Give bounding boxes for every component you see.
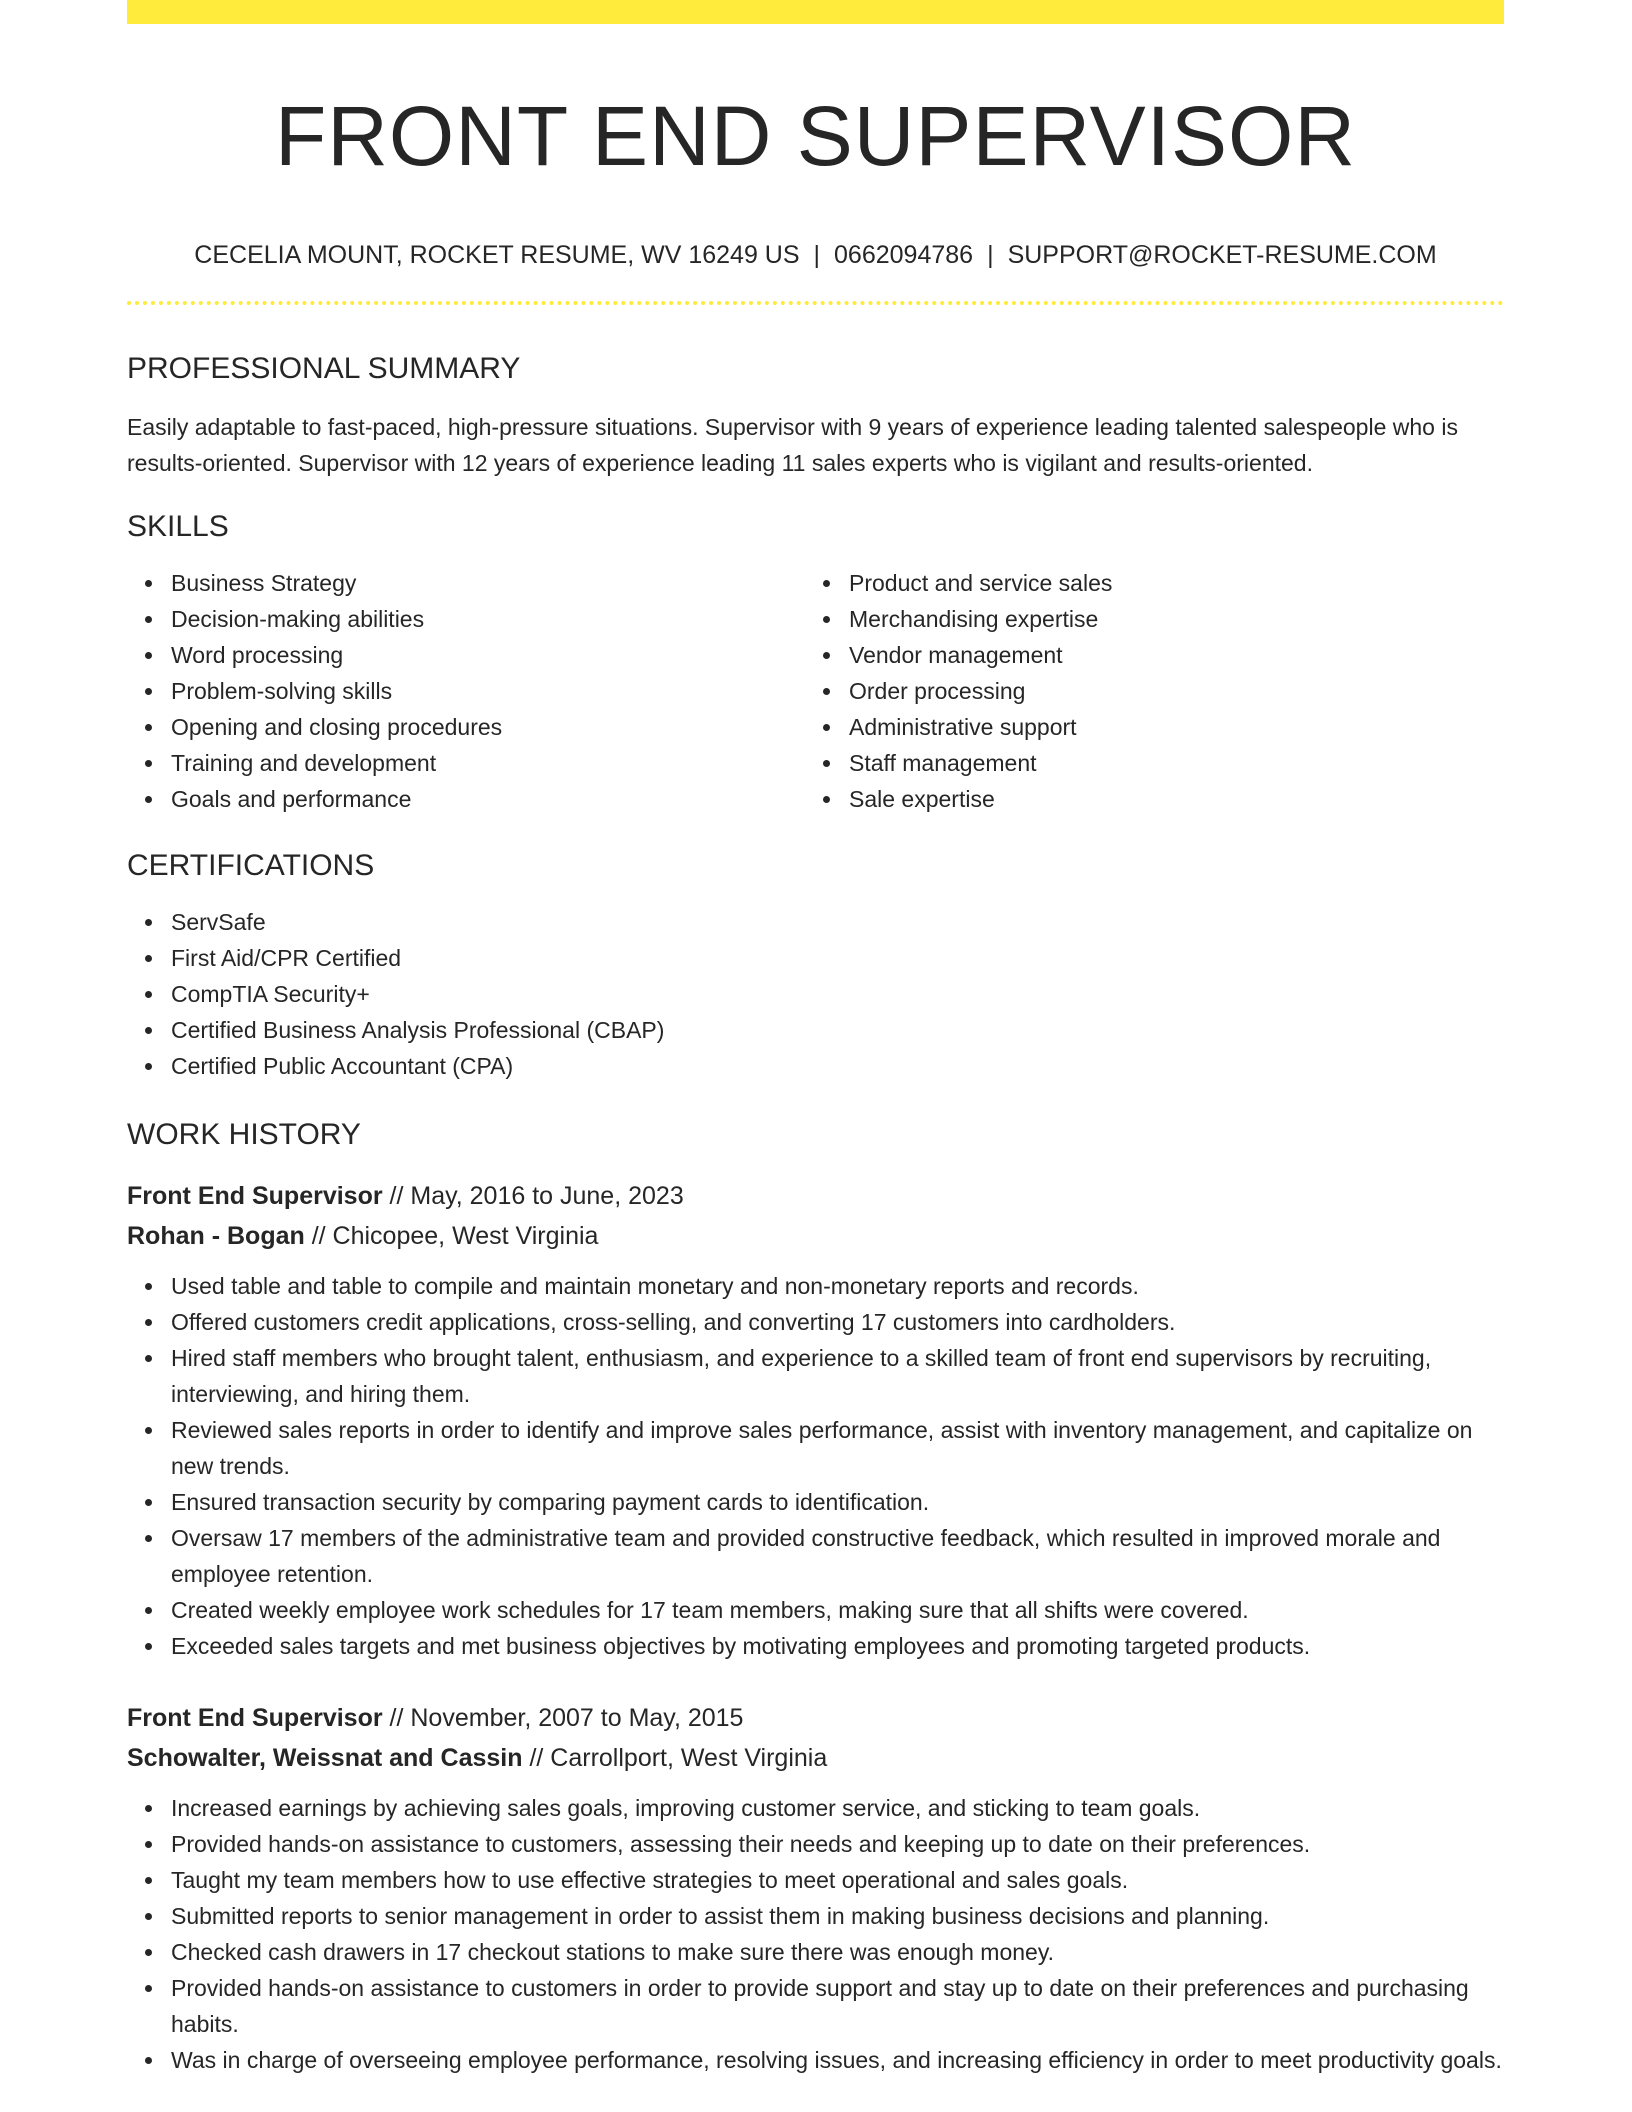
skill-item: Decision-making abilities [171, 601, 805, 637]
skill-item: Administrative support [849, 709, 1483, 745]
job-duty: Provided hands-on assistance to customers, assessing their needs and keeping up to date on their preferences. [171, 1826, 1504, 1862]
job-duty: Oversaw 17 members of the administrative team and provided constructive feedback, which resulted in improved morale and employee retention. [171, 1520, 1504, 1592]
certifications-list [127, 904, 1504, 1084]
resume-title: FRONT END SUPERVISOR [274, 89, 1357, 183]
certification-item: ServSafe [171, 904, 1504, 940]
skills-columns [127, 565, 1504, 817]
contact-email: SUPPORT@ROCKET-RESUME.COM [1007, 240, 1437, 269]
accent-top-bar [127, 0, 1504, 24]
certification-item: Certified Public Accountant (CPA) [171, 1048, 1504, 1084]
job-company: Rohan - Bogan [127, 1222, 305, 1251]
job-duties-list [127, 1790, 1504, 2078]
job-duty: Exceeded sales targets and met business objectives by motivating employees and promoting targeted products. [171, 1628, 1504, 1664]
job-duty: Increased earnings by achieving sales goals, improving customer service, and sticking to team goals. [171, 1790, 1504, 1826]
job-location: // Chicopee, West Virginia [304, 1222, 599, 1251]
job-title: Front End Supervisor [127, 1182, 383, 1211]
job-duty: Submitted reports to senior management in order to assist them in making business decisions and planning. [171, 1898, 1504, 1934]
header-divider [127, 301, 1504, 305]
skills-right-column [805, 565, 1483, 817]
certifications-heading: CERTIFICATIONS [127, 849, 375, 883]
contact-line [127, 239, 1504, 272]
skill-item: Word processing [171, 637, 805, 673]
skill-item: Product and service sales [849, 565, 1483, 601]
skill-item: Sale expertise [849, 781, 1483, 817]
job-duty: Reviewed sales reports in order to identify and improve sales performance, assist with inventory management, and capitalize on new trends. [171, 1412, 1504, 1484]
job-company: Schowalter, Weissnat and Cassin [127, 1744, 523, 1773]
job-dates: // November, 2007 to May, 2015 [382, 1704, 744, 1733]
summary-text: Easily adaptable to fast-paced, high-pressure situations. Supervisor with 9 years of experience leading talented salespeople who is results-oriented. Supervisor with 12 years of experience leading 11 sales experts who is vigilant and results-oriented. [127, 414, 1458, 477]
skill-item: Goals and performance [171, 781, 805, 817]
job-company-line [127, 1216, 1504, 1256]
skill-item: Merchandising expertise [849, 601, 1483, 637]
skill-item: Order processing [849, 673, 1483, 709]
work-history-heading: WORK HISTORY [127, 1118, 361, 1152]
job-duty: Created weekly employee work schedules for 17 team members, making sure that all shifts were covered. [171, 1592, 1504, 1628]
job-entry [127, 1698, 1504, 2078]
job-duty: Hired staff members who brought talent, enthusiasm, and experience to a skilled team of front end supervisors by recruiting, interviewing, and hiring them. [171, 1340, 1504, 1412]
job-duties-list [127, 1268, 1504, 1664]
job-dates: // May, 2016 to June, 2023 [382, 1182, 684, 1211]
skill-item: Vendor management [849, 637, 1483, 673]
contact-phone: 0662094786 [834, 240, 974, 269]
certification-item: Certified Business Analysis Professional (CBAP) [171, 1012, 1504, 1048]
job-title-line [127, 1176, 1504, 1216]
summary-heading: PROFESSIONAL SUMMARY [127, 352, 521, 386]
job-duty: Provided hands-on assistance to customers in order to provide support and stay up to date on their preferences and purchasing habits. [171, 1970, 1504, 2042]
skill-item: Staff management [849, 745, 1483, 781]
skill-item: Business Strategy [171, 565, 805, 601]
job-duty: Was in charge of overseeing employee performance, resolving issues, and increasing efficiency in order to meet productivity goals. [171, 2042, 1504, 2078]
job-title: Front End Supervisor [127, 1704, 383, 1733]
job-duty: Ensured transaction security by comparing payment cards to identification. [171, 1484, 1504, 1520]
resume-page [127, 0, 1504, 2078]
job-title-line [127, 1698, 1504, 1738]
certification-item: First Aid/CPR Certified [171, 940, 1504, 976]
job-company-line [127, 1738, 1504, 1778]
job-duty: Checked cash drawers in 17 checkout stations to make sure there was enough money. [171, 1934, 1504, 1970]
contact-separator: | [987, 240, 994, 269]
job-entry [127, 1176, 1504, 1664]
contact-separator: | [813, 240, 821, 269]
skills-left-column [127, 565, 805, 817]
job-duty: Used table and table to compile and maintain monetary and non-monetary reports and records. [171, 1268, 1504, 1304]
job-duty: Offered customers credit applications, cross-selling, and converting 17 customers into cardholders. [171, 1304, 1504, 1340]
job-duty: Taught my team members how to use effective strategies to meet operational and sales goals. [171, 1862, 1504, 1898]
skill-item: Opening and closing procedures [171, 709, 805, 745]
skill-item: Training and development [171, 745, 805, 781]
skill-item: Problem-solving skills [171, 673, 805, 709]
contact-address: CECELIA MOUNT, ROCKET RESUME, WV 16249 US [194, 240, 800, 269]
certification-item: CompTIA Security+ [171, 976, 1504, 1012]
skills-heading: SKILLS [127, 510, 229, 544]
job-location: // Carrollport, West Virginia [522, 1744, 828, 1773]
